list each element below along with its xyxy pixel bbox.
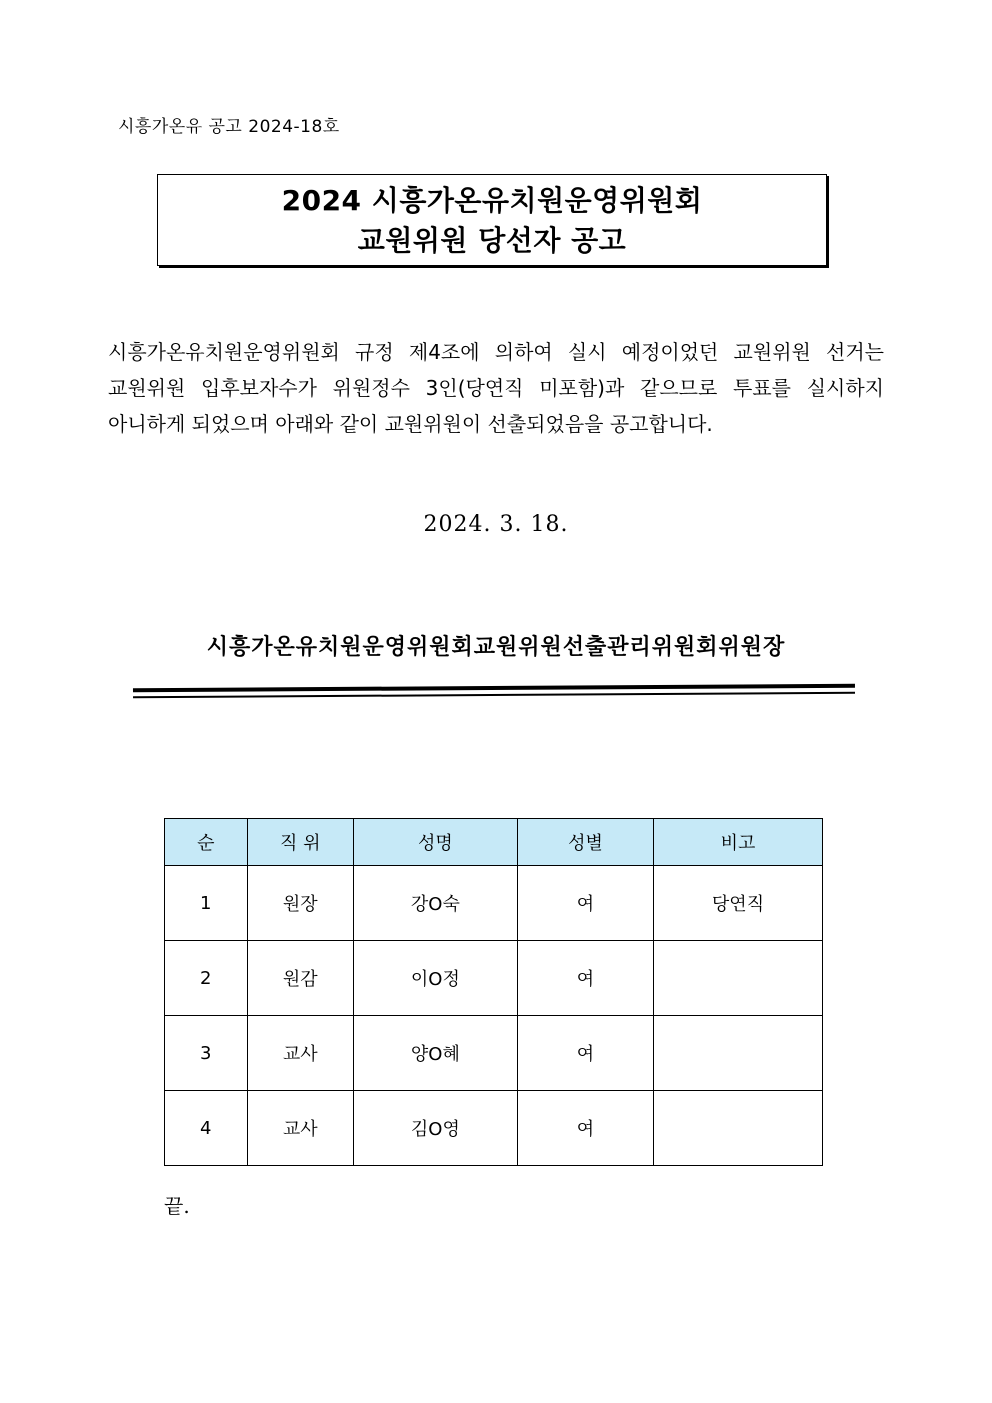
cell-position: 교사 [247,1091,353,1166]
cell-name: 이O정 [353,941,517,1016]
table-header-row [165,819,823,866]
document-number: 시흥가온유 공고 2024-18호 [118,117,340,137]
header-name: 성명 [353,819,517,866]
header-position: 직 위 [247,819,353,866]
cell-note [654,1016,823,1091]
cell-order: 3 [165,1016,248,1091]
header-gender: 성별 [517,819,653,866]
title-box [157,174,827,266]
signatory: 시흥가온유치원운영위원회교원위원선출관리위원회위원장 [206,634,786,660]
title-line-2: 교원위원 당선자 공고 [357,224,627,257]
announcement-body: 시흥가온유치원운영위원회 규정 제4조에 의하여 실시 예정이었던 교원위원 선거는 교원위원 입후보자수가 위원정수 3인(당연직 미포함)과 같으므로 투표를 실시하지 아니하게 되었으며 아래와 같이 교원위원이 선출되었음을 공고합니다. [108,340,884,436]
elected-members-table [164,818,823,1166]
title-line-1: 2024 시흥가온유치원운영위원회 [281,184,703,217]
header-note: 비고 [654,819,823,866]
cell-position: 원감 [247,941,353,1016]
cell-gender: 여 [517,866,653,941]
cell-order: 1 [165,866,248,941]
cell-note [654,1091,823,1166]
table-row [165,1016,823,1091]
table-row [165,941,823,1016]
cell-order: 2 [165,941,248,1016]
cell-position: 교사 [247,1016,353,1091]
cell-note [654,941,823,1016]
header-order: 순 [165,819,248,866]
cell-gender: 여 [517,1091,653,1166]
cell-note: 당연직 [654,866,823,941]
cell-gender: 여 [517,1016,653,1091]
table-row [165,1091,823,1166]
table-row [165,866,823,941]
cell-position: 원장 [247,866,353,941]
announcement-date: 2024. 3. 18. [423,512,569,537]
divider-thin-line [133,692,855,698]
cell-gender: 여 [517,941,653,1016]
cell-order: 4 [165,1091,248,1166]
cell-name: 양O혜 [353,1016,517,1091]
cell-name: 강O숙 [353,866,517,941]
cell-name: 김O영 [353,1091,517,1166]
double-divider [133,684,855,700]
divider-thick-line [133,684,855,692]
end-mark: 끝. [164,1194,190,1218]
